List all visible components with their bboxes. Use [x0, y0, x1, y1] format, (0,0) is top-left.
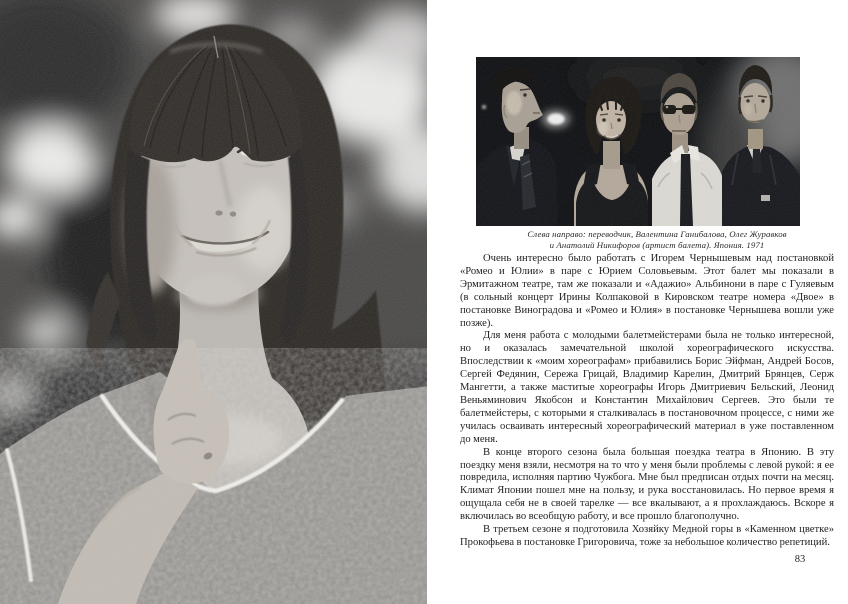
photo-caption — [487, 229, 827, 250]
body-text — [460, 253, 834, 550]
page-number: 83 — [794, 554, 806, 565]
paragraph-1: Очень интересно было работать с Игорем Чернышевым над постановкой «Ромео и Юлии» в паре с Юрием Соловьевым. Этот балет мы показали в Эрмитажном театре, там же показали и «Адажио» Альбинони в паре с Гуляевым (в сольный концерт Ирины Колпаковой в Кировском театре номера «Двое» в постановке Виноградова и «Ромео и Юлия» в постановке Чернышева вошли уже позже). — [460, 253, 834, 329]
group-photo-frame — [476, 57, 800, 226]
paragraph-3: В конце второго сезона была большая поездка театра в Японию. В эту поездку меня взяли, несмотря на то что у меня были проблемы с левой рукой: я ее повредила, исполняя партию Чужбога. Мне был предписан отдых почти на месяц. Климат Японии пошел мне на пользу, и рука восстановилась. Но первое время я ощущала себя не в своей тарелке — все вкалывают, а я прохлаждаюсь. Вскоре я включилась во всеобщую работу, и все прошло благополучно. — [460, 446, 834, 523]
caption-line-1: Слева направо: переводчик, Валентина Ганибалова, Олег Журавков — [527, 229, 787, 239]
film-grain — [476, 57, 800, 226]
group-photo — [476, 57, 800, 226]
paragraph-2: Для меня работа с молодыми балетмейстерами была не только интересной, но и оказалась замечательной школой хореографического искусства. Впоследствии к «моим хореографам» прибавились Борис Эйфман, Андрей Босов, Сергей Федянин, Сережа Грицай, Владимир Карелин, Дмитрий Брянцев, Серж Мангетти, а также маститые хореографы Игорь Дмитриевич Бельский, Леонид Веньяминович Якобсон и Константин Михайлович Сергеев. Это были те балетмейстеры, с которыми я сталкивалась в постановочном процессе, с ними же училась осваивать интересный хореографический материал в уже поставленном до меня. — [460, 330, 834, 445]
right-page — [427, 0, 848, 604]
caption-line-2: и Анатолий Никифоров (артист балета). Япония. 1971 — [549, 239, 765, 250]
paragraph-4: В третьем сезоне я подготовила Хозяйку Медной горы в «Каменном цветке» Прокофьева в постановке Григоровича, тоже за небольшое количество репетиций. — [460, 524, 834, 548]
